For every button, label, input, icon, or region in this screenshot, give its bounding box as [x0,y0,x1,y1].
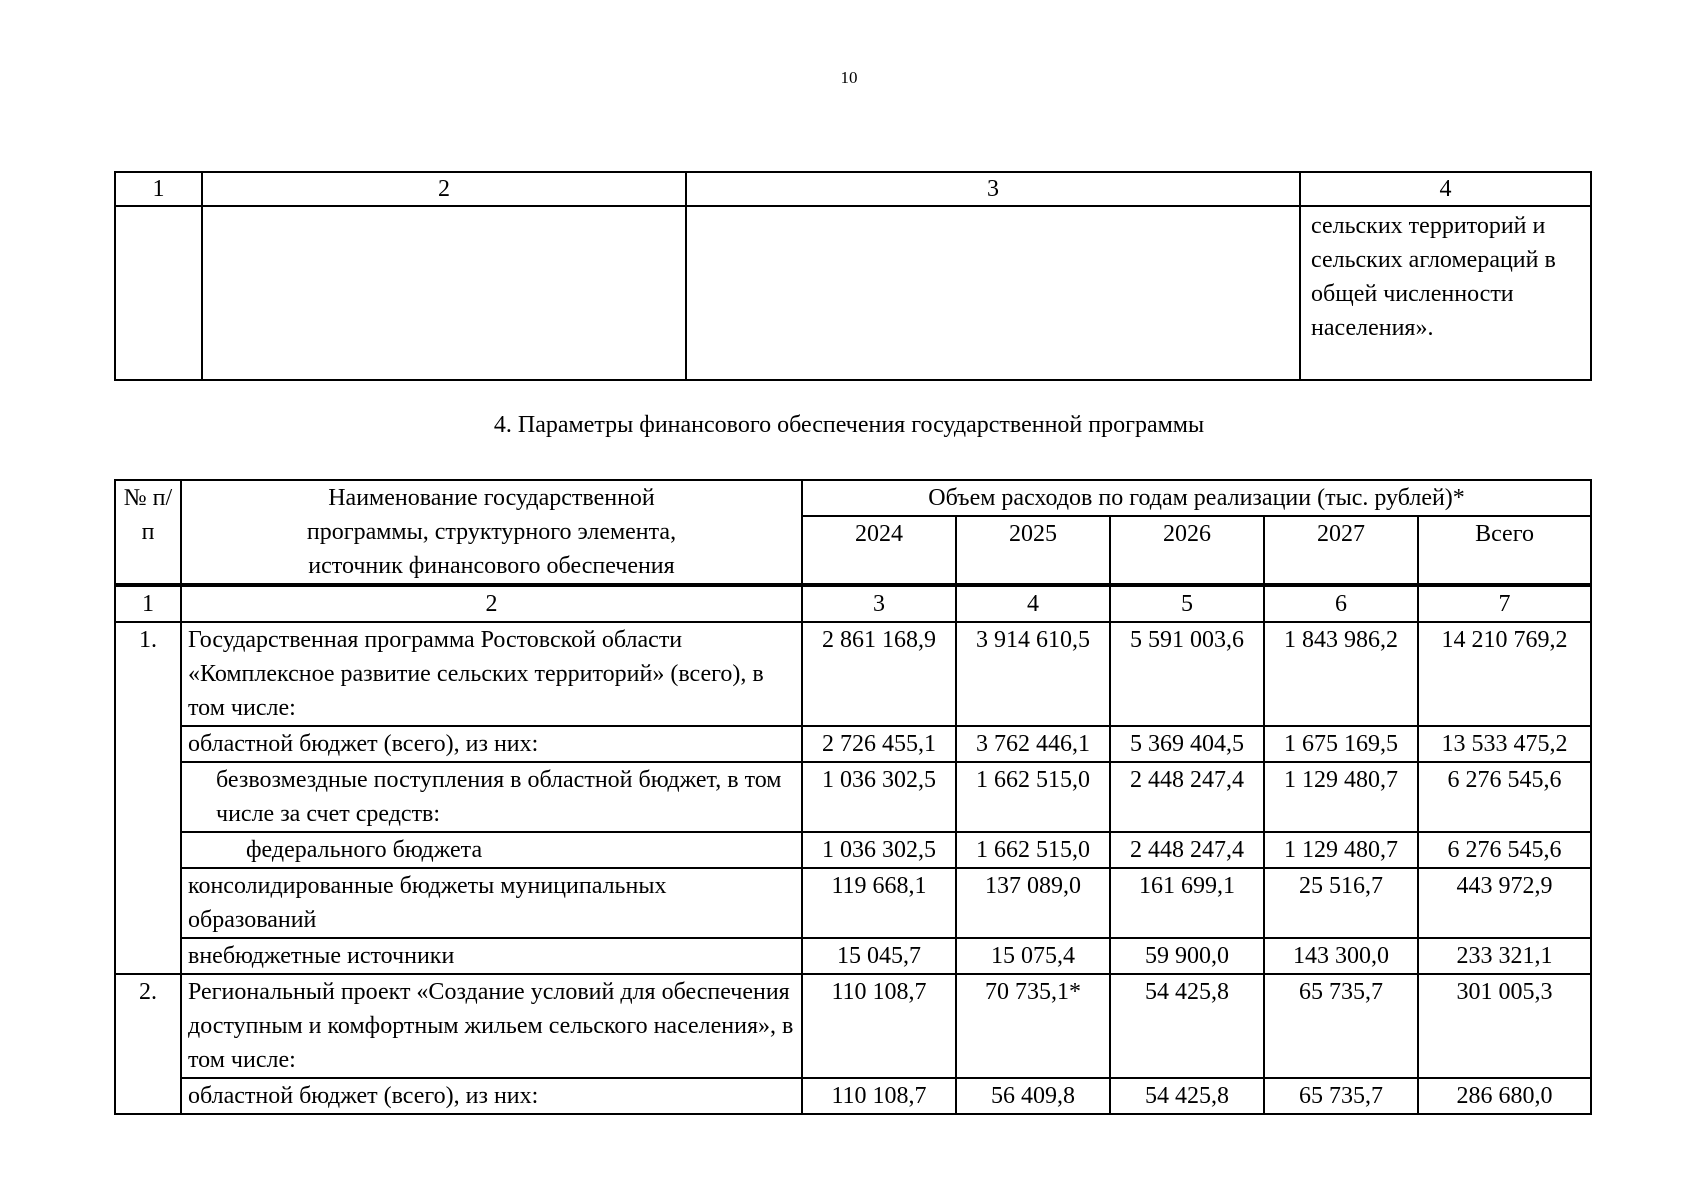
empty-cell [202,206,686,380]
header-num: № п/п [115,480,181,585]
col-number: 1 [115,585,181,622]
row-name: Региональный проект «Создание условий для обеспечения доступным и комфортным жильем сельского населения», в том числе: [181,974,802,1078]
table-row [115,868,1591,938]
value-cell: 15 045,7 [802,938,956,974]
col-number: 1 [115,172,202,206]
row-name: Государственная программа Ростовской области «Комплексное развитие сельских территорий» (всего), в том числе: [181,622,802,726]
value-cell: 6 276 545,6 [1418,762,1591,832]
value-cell: 2 861 168,9 [802,622,956,726]
col-number: 7 [1418,585,1591,622]
col-number: 3 [686,172,1300,206]
value-cell: 137 089,0 [956,868,1110,938]
col-number: 3 [802,585,956,622]
table-row [115,832,1591,868]
value-cell: 1 662 515,0 [956,832,1110,868]
table-row [115,726,1591,762]
section-title: 4. Параметры финансового обеспечения государственной программы [493,412,1205,438]
value-cell: 56 409,8 [956,1078,1110,1114]
value-cell: 301 005,3 [1418,974,1591,1078]
empty-cell [115,206,202,380]
header-year: 2024 [802,516,956,585]
value-cell: 1 843 986,2 [1264,622,1418,726]
empty-cell [686,206,1300,380]
row-name: безвозмездные поступления в областной бюджет, в том числе за счет средств: [181,762,802,832]
value-cell: 143 300,0 [1264,938,1418,974]
table-row [115,974,1591,1078]
value-cell: 2 448 247,4 [1110,832,1264,868]
value-cell: 3 914 610,5 [956,622,1110,726]
value-cell: 1 662 515,0 [956,762,1110,832]
table-row [115,762,1591,832]
value-cell: 2 448 247,4 [1110,762,1264,832]
header-name: Наименование государственной программы, структурного элемента, источник финансового обеспечения [181,480,802,585]
value-cell: 119 668,1 [802,868,956,938]
value-cell: 1 675 169,5 [1264,726,1418,762]
value-cell: 14 210 769,2 [1418,622,1591,726]
page-number: 10 [840,68,858,87]
value-cell: 1 129 480,7 [1264,762,1418,832]
value-cell: 13 533 475,2 [1418,726,1591,762]
value-cell: 54 425,8 [1110,974,1264,1078]
value-cell: 1 036 302,5 [802,762,956,832]
value-cell: 286 680,0 [1418,1078,1591,1114]
value-cell: 5 369 404,5 [1110,726,1264,762]
col-number: 2 [181,585,802,622]
value-cell: 25 516,7 [1264,868,1418,938]
col-number: 4 [956,585,1110,622]
row-name: областной бюджет (всего), из них: [181,1078,802,1114]
col-number: 2 [202,172,686,206]
value-cell: 1 129 480,7 [1264,832,1418,868]
row-name: федерального бюджета [181,832,802,868]
value-cell: 2 726 455,1 [802,726,956,762]
indicator-text: сельских территорий и сельских агломераций в общей численности населения». [1300,206,1591,380]
header-year: 2026 [1110,516,1264,585]
value-cell: 5 591 003,6 [1110,622,1264,726]
value-cell: 3 762 446,1 [956,726,1110,762]
value-cell: 54 425,8 [1110,1078,1264,1114]
financing-table [114,479,1592,1115]
table-row [115,938,1591,974]
table-row [115,1078,1591,1114]
header-year: 2027 [1264,516,1418,585]
row-number: 1. [115,622,181,974]
header-year: 2025 [956,516,1110,585]
continuation-table [114,171,1592,381]
row-number: 2. [115,974,181,1114]
table-row [115,622,1591,726]
header-total: Всего [1418,516,1591,585]
header-volume: Объем расходов по годам реализации (тыс. рублей)* [802,480,1591,516]
value-cell: 65 735,7 [1264,1078,1418,1114]
col-number: 5 [1110,585,1264,622]
value-cell: 15 075,4 [956,938,1110,974]
value-cell: 443 972,9 [1418,868,1591,938]
value-cell: 110 108,7 [802,974,956,1078]
value-cell: 70 735,1* [956,974,1110,1078]
row-name: внебюджетные источники [181,938,802,974]
value-cell: 1 036 302,5 [802,832,956,868]
col-number: 6 [1264,585,1418,622]
row-name: областной бюджет (всего), из них: [181,726,802,762]
value-cell: 65 735,7 [1264,974,1418,1078]
value-cell: 110 108,7 [802,1078,956,1114]
value-cell: 161 699,1 [1110,868,1264,938]
value-cell: 233 321,1 [1418,938,1591,974]
value-cell: 6 276 545,6 [1418,832,1591,868]
row-name: консолидированные бюджеты муниципальных образований [181,868,802,938]
value-cell: 59 900,0 [1110,938,1264,974]
col-number: 4 [1300,172,1591,206]
